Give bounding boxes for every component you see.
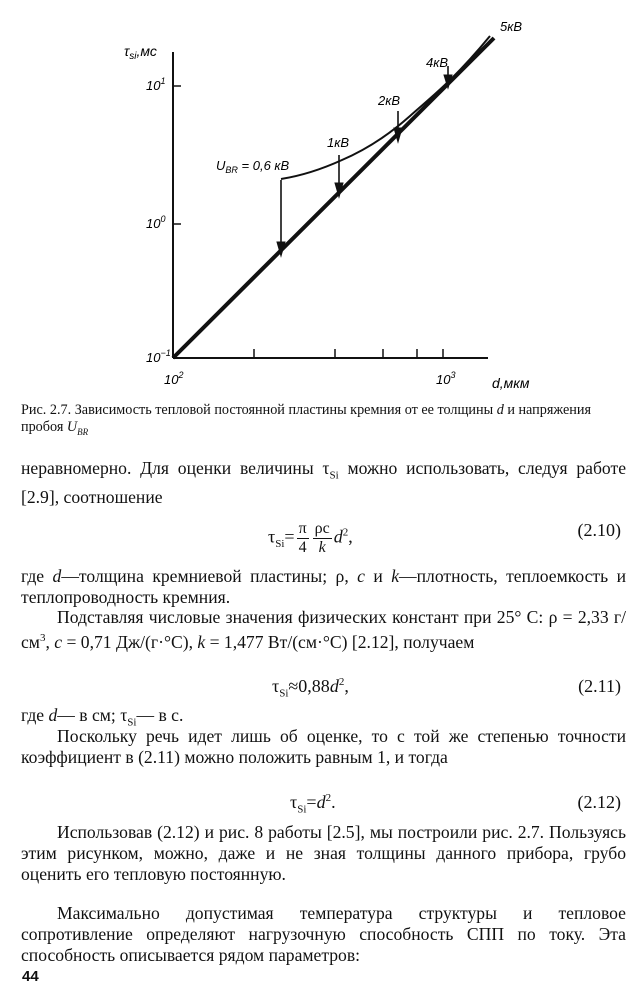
p3-k-val: = 1,477 Вт/(см·°С) [2.12], получаем [205, 631, 475, 652]
eq211-lhs: τ [272, 676, 280, 696]
p2-b: —толщина кремниевой пластины; ρ, [61, 566, 358, 586]
y-tick-label-01: $10^{-1}$ [146, 348, 171, 365]
p3-c-val: = 0,71 Дж/(г·°С), [62, 631, 198, 652]
p2-d: d [52, 566, 62, 586]
p2-c2: и [364, 566, 392, 586]
series-line-tau-d2 [173, 38, 494, 358]
eq212-d: d [316, 792, 326, 812]
x-ticks [254, 349, 443, 358]
p3-exp3: 3 [39, 632, 46, 644]
p1-a: неравномерно. Для оценки величины τ [21, 458, 330, 478]
paragraph-7: Максимально допустимая температура структуры и тепловое сопротивление определяют нагрузочную способность СПП по току. Эта способность описывается рядом параметров: [21, 903, 626, 965]
eq211-exp: 2 [338, 676, 345, 688]
p2-a: где [21, 566, 53, 586]
label-5kv: 5кВ [500, 19, 523, 34]
eq211-comma: , [344, 676, 349, 696]
eq211-d: d [329, 676, 339, 696]
eq210-comma: , [348, 526, 353, 547]
eq210-exp: 2 [342, 526, 349, 539]
paragraph-2 [21, 566, 626, 608]
p4-sub: Si [127, 716, 137, 729]
eq212-number: (2.12) [577, 792, 621, 812]
p2-k: k [391, 566, 400, 586]
y-tick-label-10: $10^1$ [146, 76, 166, 93]
eq212-rhs: = [306, 792, 317, 812]
eq210-k: k [318, 539, 326, 556]
label-ubr: $U_{BR} = 0,6$ кВ [216, 158, 290, 175]
eq210-number: (2.10) [577, 520, 621, 540]
page-number: 44 [22, 968, 39, 985]
eq210-lhs-sub: Si [275, 538, 285, 551]
eq210-d: d [333, 526, 343, 547]
y-tick-label-1: $10^0$ [146, 214, 166, 231]
eq212-exp: 2 [325, 792, 332, 804]
formula-2-11 [272, 676, 349, 700]
x-tick-label-100: $10^2$ [164, 370, 184, 387]
x-axis-label: d,мкм [492, 375, 530, 391]
eq210-eqsign: = [284, 526, 295, 547]
eq212-lhs: τ [290, 792, 298, 812]
eq212-dot: . [331, 792, 336, 812]
eq211-lhs-sub: Si [279, 687, 289, 700]
label-2kv: 2кВ [378, 93, 401, 108]
p3-k: k [197, 631, 206, 652]
p4-d: d [48, 705, 58, 725]
p3-c: c [54, 631, 63, 652]
eq210-four: 4 [298, 539, 307, 556]
label-1kv: 1кВ [327, 135, 350, 150]
eq210-rhoc: ρc [314, 520, 330, 537]
caption-ubr-sub: BR [77, 426, 89, 437]
eq210-frac-pi [297, 520, 309, 557]
formula-2-12 [290, 792, 336, 816]
p4-a: где [21, 705, 49, 725]
label-4kv: 4кВ [426, 55, 449, 70]
paragraph-1 [21, 458, 626, 508]
caption-d: d [496, 402, 504, 418]
p2-c: c [357, 566, 365, 586]
eq211-number: (2.11) [578, 676, 621, 696]
equation-2-12 [0, 792, 643, 820]
paragraph-3 [21, 607, 626, 653]
equation-2-11 [0, 676, 643, 704]
paragraph-6: Использовав (2.12) и рис. 8 работы [2.5], мы построили рис. 2.7. Пользуясь этим рисунком, можно, даже и не зная толщины данного прибора, грубо оценить его тепловую постоянную. [21, 822, 626, 884]
paragraph-5: Поскольку речь идет лишь об оценке, то с той же степенью точности коэффициент в (2.11) можно положить равным 1, и тогда [21, 726, 626, 767]
p1-b: можно использовать, следуя работе [2.9], соотношение [21, 458, 626, 507]
p1-sub: Si [329, 469, 339, 482]
p3-a: Подставляя числовые значения физических констант при 25° С: ρ = 2,33 г/см [21, 607, 626, 652]
equation-2-10 [0, 520, 643, 556]
caption-ubr: U [66, 419, 78, 435]
eq212-lhs-sub: Si [297, 803, 307, 816]
eq211-rhs: ≈0,88 [288, 676, 330, 696]
p4-b: — в см; τ [57, 705, 128, 725]
eq210-pi: π [298, 520, 307, 537]
p2-e: —плотность, теплоемкость и теплопроводность кремния. [21, 566, 626, 607]
y-axis-label: $\tau_{si},мс$ [124, 43, 157, 62]
thermal-constant-chart [0, 0, 643, 400]
caption-lead: Рис. 2.7. Зависимость тепловой постоянной пластины кремния от ее толщины [21, 402, 494, 418]
eq210-frac-rhoc [313, 520, 332, 557]
eq210-lhs: τ [268, 526, 276, 547]
figure-caption [21, 402, 621, 441]
p3-b: , [45, 631, 55, 652]
p4-c: — в с. [136, 705, 184, 725]
formula-2-10 [268, 520, 353, 557]
caption-mid: и напряжения пробоя [21, 402, 592, 435]
x-tick-label-1000: $10^3$ [436, 370, 456, 387]
